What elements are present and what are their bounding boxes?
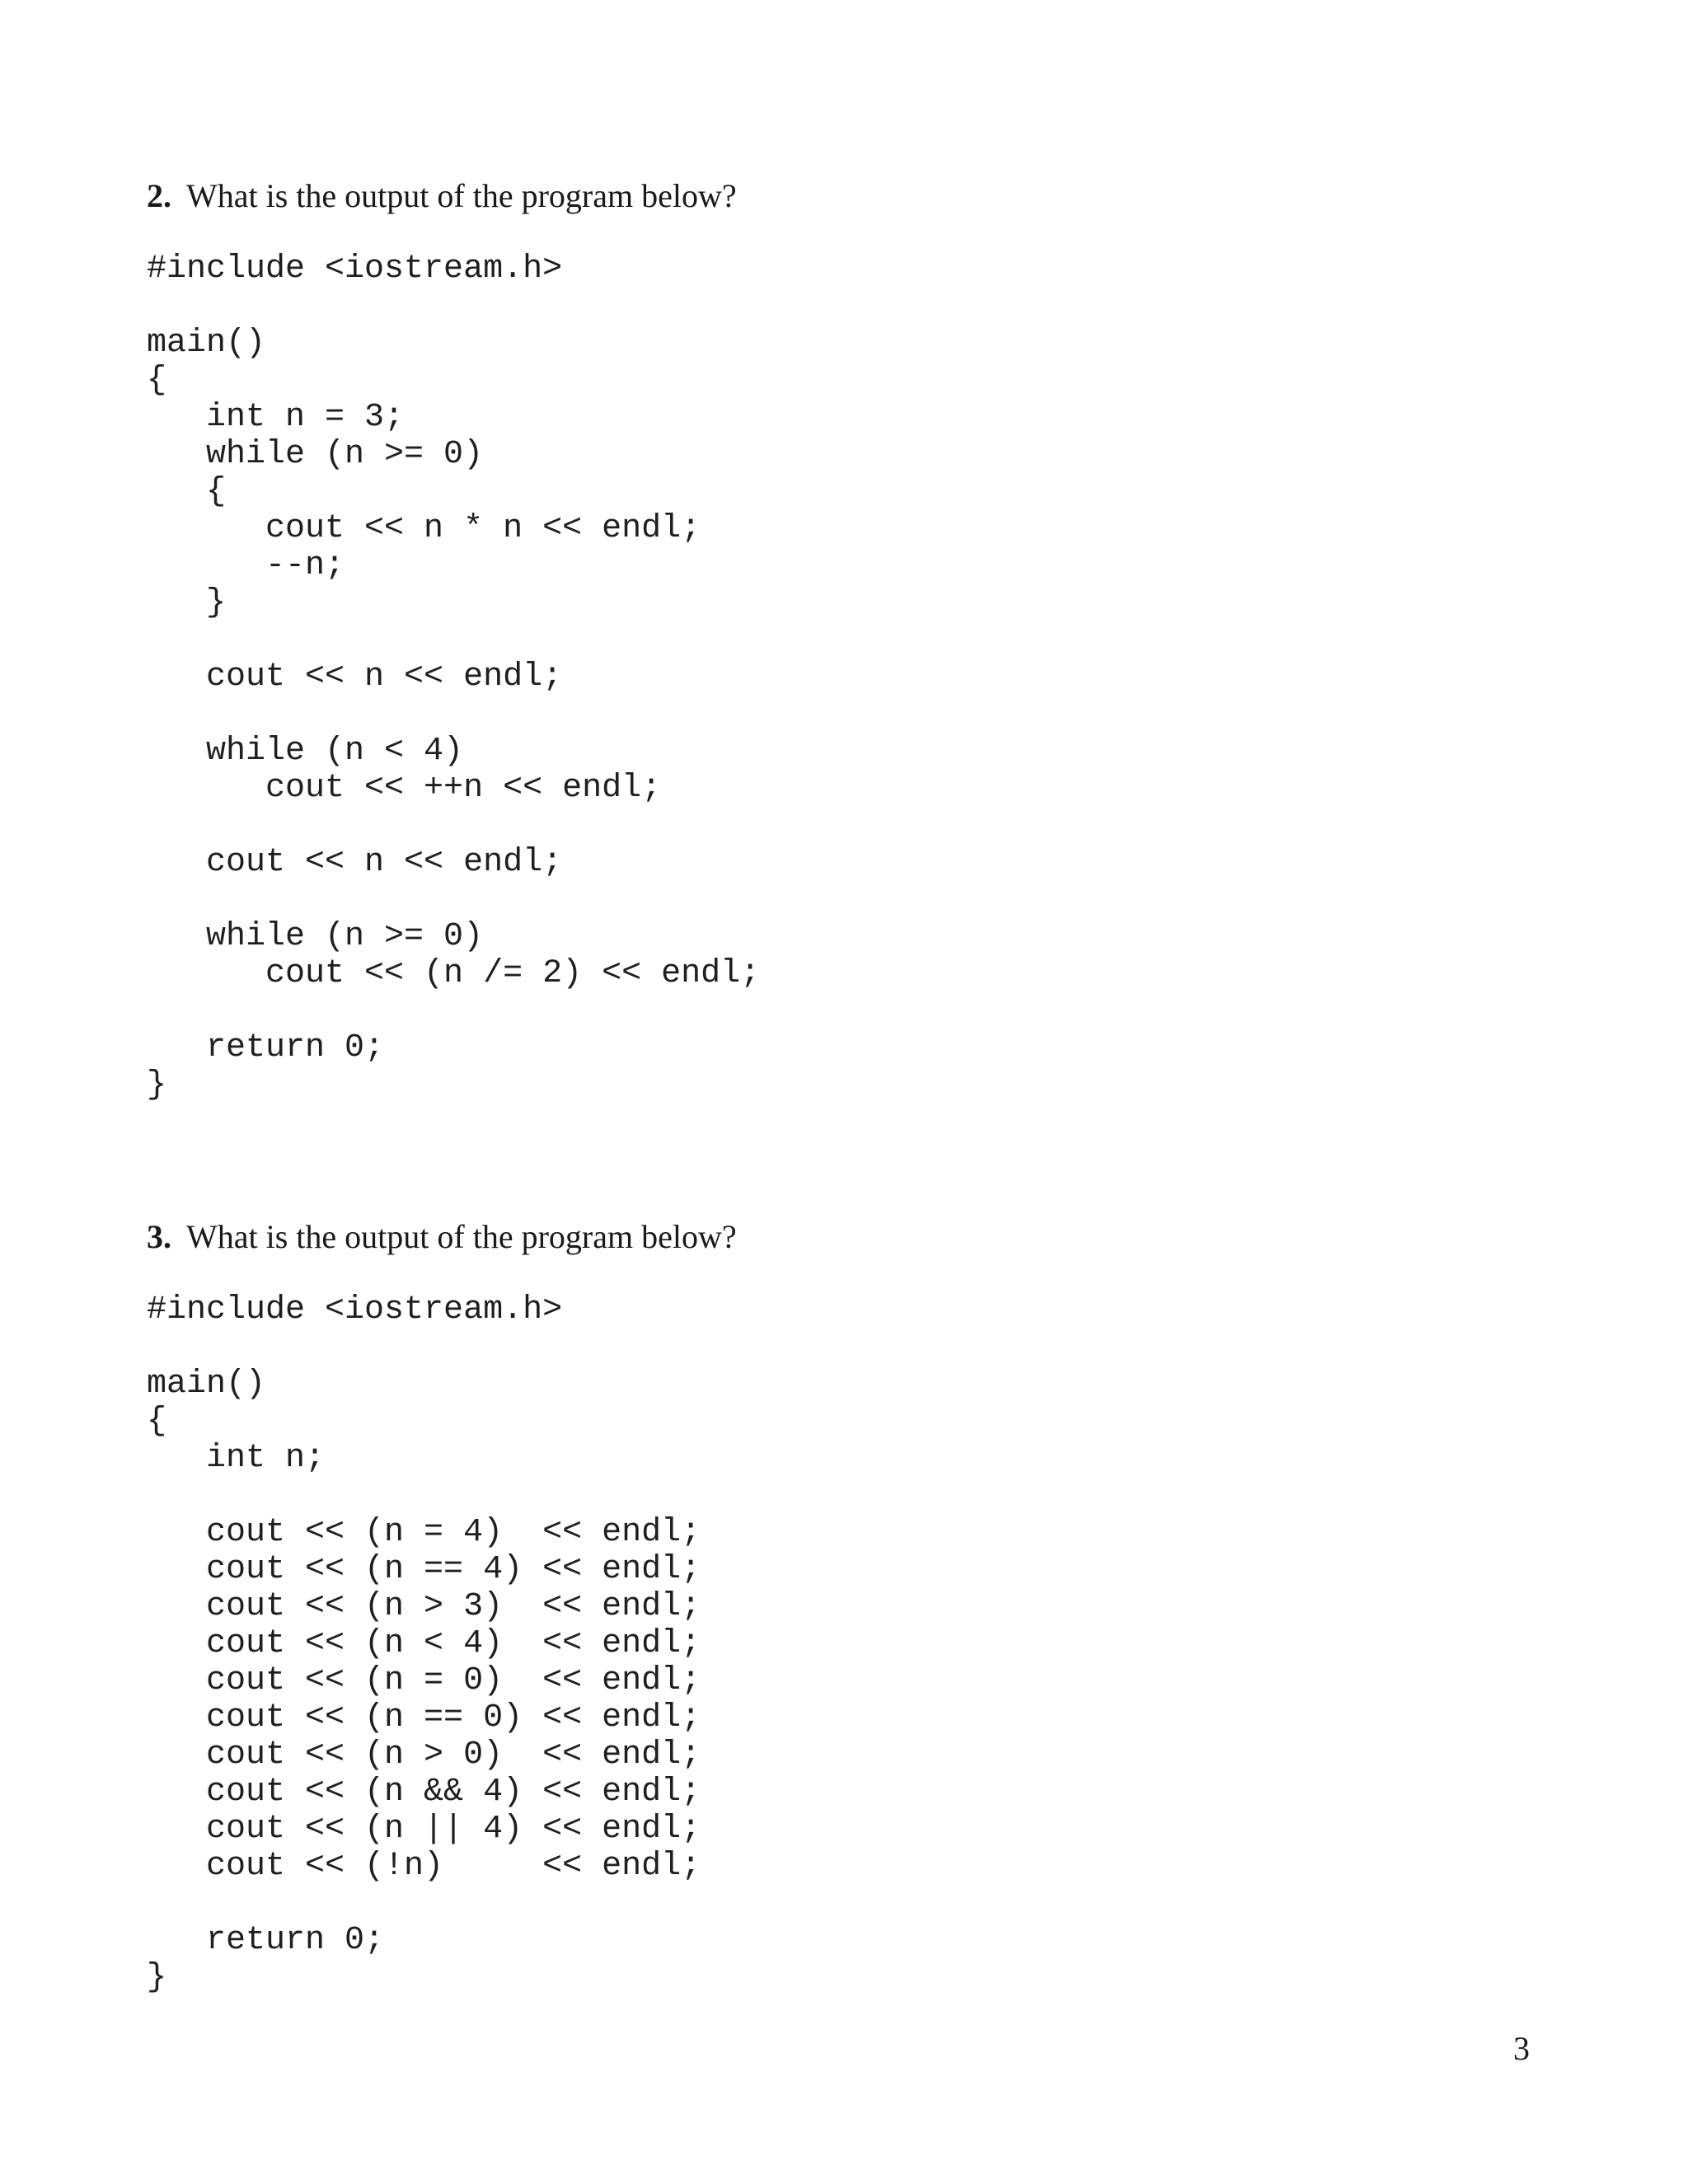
code-line: cout << ++n << endl; <box>147 770 662 807</box>
code-line: cout << n * n << endl; <box>147 510 701 547</box>
question-2 <box>147 176 1548 1104</box>
question-number: 2. <box>147 177 171 214</box>
code-line: main() <box>147 1366 266 1403</box>
code-line <box>147 807 1548 844</box>
code-line: cout << (n > 3) << endl; <box>147 1588 701 1625</box>
code-line: } <box>147 584 227 621</box>
code-line <box>147 1477 1548 1514</box>
code-line: cout << (n = 0) << endl; <box>147 1662 701 1699</box>
code-line: { <box>147 1403 167 1440</box>
code-line: cout << (n && 4) << endl; <box>147 1774 701 1811</box>
code-line: } <box>147 1959 167 1996</box>
code-line: while (n < 4) <box>147 733 464 770</box>
code-line: { <box>147 362 167 399</box>
question-title <box>147 1217 1548 1257</box>
code-line: #include <iostream.h> <box>147 251 563 288</box>
question-3 <box>147 1217 1548 1996</box>
question-prompt: What is the output of the program below? <box>186 1218 737 1255</box>
page-number: 3 <box>1513 2030 1530 2067</box>
code-line: while (n >= 0) <box>147 918 484 955</box>
code-line: return 0; <box>147 1029 385 1066</box>
code-line: cout << n << endl; <box>147 844 563 881</box>
code-line: --n; <box>147 547 345 584</box>
code-line: } <box>147 1066 167 1104</box>
code-line: cout << (n == 4) << endl; <box>147 1551 701 1588</box>
code-line: while (n >= 0) <box>147 436 484 473</box>
code-line <box>147 288 1548 325</box>
code-line: cout << n << endl; <box>147 658 563 696</box>
code-block <box>147 251 1548 1104</box>
code-line <box>147 1885 1548 1922</box>
question-prompt: What is the output of the program below? <box>186 177 737 214</box>
code-line: #include <iostream.h> <box>147 1291 563 1329</box>
question-title <box>147 176 1548 216</box>
code-line: { <box>147 473 227 510</box>
code-line <box>147 621 1548 658</box>
code-line: cout << (n < 4) << endl; <box>147 1625 701 1662</box>
code-line: cout << (n > 0) << endl; <box>147 1736 701 1774</box>
code-line <box>147 1329 1548 1366</box>
code-line: int n = 3; <box>147 399 405 436</box>
code-line: cout << (n || 4) << endl; <box>147 1811 701 1848</box>
code-line: cout << (!n) << endl; <box>147 1848 701 1885</box>
code-line: main() <box>147 325 266 362</box>
code-line: cout << (n == 0) << endl; <box>147 1699 701 1736</box>
code-block <box>147 1291 1548 1996</box>
code-line: int n; <box>147 1440 326 1477</box>
code-line: cout << (n /= 2) << endl; <box>147 955 761 992</box>
code-line: return 0; <box>147 1922 385 1959</box>
question-number: 3. <box>147 1218 171 1255</box>
code-line <box>147 696 1548 733</box>
code-line <box>147 881 1548 918</box>
code-line <box>147 992 1548 1029</box>
code-line: cout << (n = 4) << endl; <box>147 1514 701 1551</box>
